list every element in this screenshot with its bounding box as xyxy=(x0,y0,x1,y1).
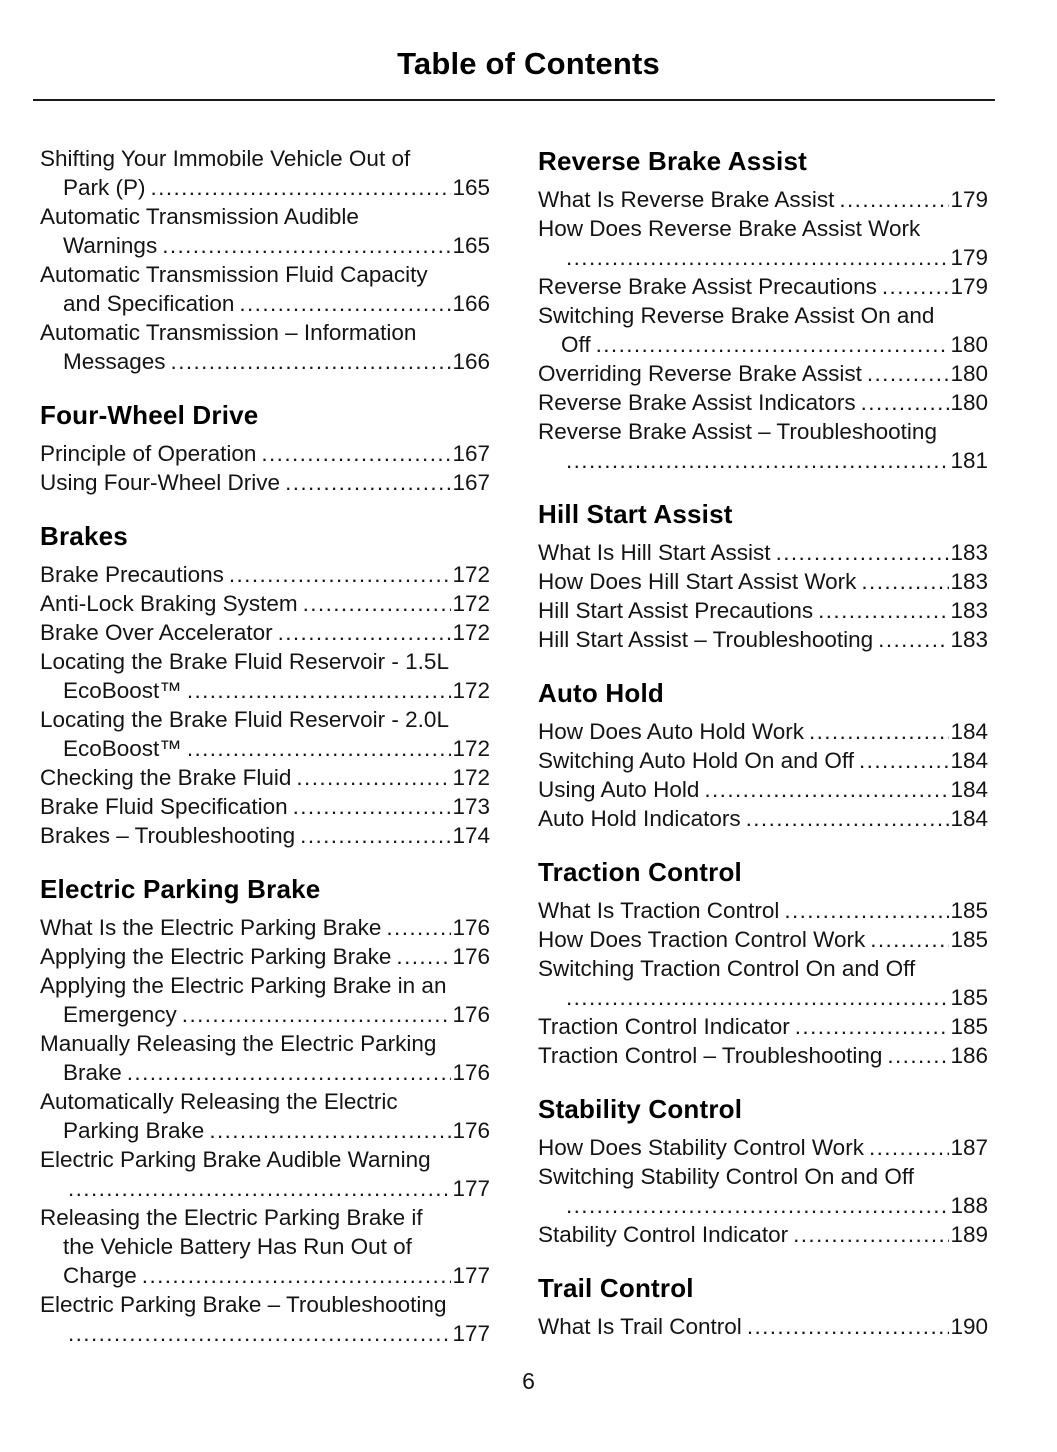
toc-entry xyxy=(40,942,490,971)
toc-entry-page-number: 165 xyxy=(452,233,490,258)
toc-entry-text: Warnings xyxy=(63,233,158,258)
toc-entry-page-number: 176 xyxy=(452,1118,490,1143)
section-heading: Traction Control xyxy=(538,857,742,887)
toc-entry xyxy=(538,925,988,954)
toc-entry-lastline xyxy=(40,1000,490,1029)
toc-entry-page-number: 174 xyxy=(452,823,490,848)
toc-entry-line: Releasing the Electric Parking Brake if xyxy=(40,1205,423,1230)
toc-entry-text: Stability Control Indicator xyxy=(538,1222,789,1247)
toc-entry xyxy=(538,1133,988,1162)
toc-entry-page-number: 172 xyxy=(452,620,490,645)
toc-entry-lastline xyxy=(40,347,490,376)
toc-entry xyxy=(40,439,490,468)
dot-leader xyxy=(68,1319,451,1348)
toc-entry xyxy=(40,1145,490,1203)
toc-entry-text: What Is Trail Control xyxy=(538,1314,742,1339)
toc-entry-page-number: 166 xyxy=(452,291,490,316)
toc-section xyxy=(40,519,490,850)
dot-leader xyxy=(162,231,451,260)
toc-entry-page-number: 183 xyxy=(950,540,988,565)
toc-entry-lastline xyxy=(40,1116,490,1145)
dot-leader xyxy=(296,763,451,792)
toc-entry xyxy=(538,596,988,625)
toc-entry-text: Checking the Brake Fluid xyxy=(40,765,292,790)
toc-entry-lastline xyxy=(538,243,988,272)
dot-leader xyxy=(839,185,949,214)
toc-entry-text: How Does Traction Control Work xyxy=(538,927,866,952)
toc-entry-lastline xyxy=(40,913,490,942)
toc-section xyxy=(538,855,988,1070)
toc-section xyxy=(538,497,988,654)
toc-entry-text: Traction Control Indicator xyxy=(538,1014,790,1039)
toc-entry-page-number: 179 xyxy=(950,245,988,270)
toc-entry xyxy=(40,705,490,763)
toc-entry-page-number: 179 xyxy=(950,187,988,212)
toc-entry-line: Switching Traction Control On and Off xyxy=(538,956,916,981)
toc-entry-page-number: 188 xyxy=(950,1193,988,1218)
toc-entry xyxy=(538,417,988,475)
section-heading: Hill Start Assist xyxy=(538,499,733,529)
toc-entry-page-number: 183 xyxy=(950,569,988,594)
toc-entry-text: Brake Precautions xyxy=(40,562,224,587)
toc-entry-lastline xyxy=(538,596,988,625)
dot-leader xyxy=(795,1012,950,1041)
toc-entry-line: Locating the Brake Fluid Reservoir - 1.5L xyxy=(40,649,449,674)
toc-entry-page-number: 189 xyxy=(950,1222,988,1247)
dot-leader xyxy=(566,983,949,1012)
toc-entry-text: Hill Start Assist – Troubleshooting xyxy=(538,627,874,652)
dot-leader xyxy=(861,388,950,417)
toc-entry-page-number: 185 xyxy=(950,898,988,923)
toc-entry xyxy=(40,1290,490,1348)
toc-entry-page-number: 184 xyxy=(950,748,988,773)
toc-entry-lastline xyxy=(40,734,490,763)
toc-entry-lastline xyxy=(538,185,988,214)
toc-section xyxy=(538,1271,988,1341)
toc-entry-lastline xyxy=(538,896,988,925)
toc-entry-text: Charge xyxy=(63,1263,137,1288)
dot-leader xyxy=(746,804,950,833)
toc-entry-text: How Does Stability Control Work xyxy=(538,1135,864,1160)
toc-entry-line: Switching Stability Control On and Off xyxy=(538,1164,915,1189)
toc-entry-text: Applying the Electric Parking Brake xyxy=(40,944,392,969)
toc-section xyxy=(538,676,988,833)
dot-leader xyxy=(887,1041,949,1070)
section-heading: Stability Control xyxy=(538,1094,743,1124)
toc-entry-page-number: 184 xyxy=(950,777,988,802)
toc-entry-line: Applying the Electric Parking Brake in an xyxy=(40,973,447,998)
toc-entry xyxy=(538,272,988,301)
dot-leader xyxy=(867,359,950,388)
dot-leader xyxy=(818,596,949,625)
toc-entry-text: What Is Traction Control xyxy=(538,898,780,923)
toc-entry-lastline xyxy=(40,1174,490,1203)
toc-entry-lastline xyxy=(538,717,988,746)
toc-entry xyxy=(40,792,490,821)
toc-entry-lastline xyxy=(538,625,988,654)
dot-leader xyxy=(209,1116,451,1145)
toc-entry-text: Auto Hold Indicators xyxy=(538,806,741,831)
dot-leader xyxy=(870,925,949,954)
toc-entry-lastline xyxy=(538,1041,988,1070)
title-divider-rule xyxy=(33,99,995,101)
toc-entry-text: Park (P) xyxy=(63,175,146,200)
toc-entry-lastline xyxy=(538,388,988,417)
toc-entry xyxy=(538,359,988,388)
toc-entry xyxy=(538,301,988,359)
toc-entry-page-number: 172 xyxy=(452,765,490,790)
dot-leader xyxy=(187,676,452,705)
toc-entry-text: Principle of Operation xyxy=(40,441,257,466)
dot-leader xyxy=(869,1133,950,1162)
toc-column-left xyxy=(40,144,490,1348)
toc-entry-line: Reverse Brake Assist – Troubleshooting xyxy=(538,419,937,444)
toc-entry xyxy=(40,1087,490,1145)
dot-leader xyxy=(878,625,949,654)
toc-entry xyxy=(538,185,988,214)
toc-entry xyxy=(538,625,988,654)
toc-entry-line: How Does Reverse Brake Assist Work xyxy=(538,216,921,241)
dot-leader xyxy=(704,775,949,804)
toc-entry-page-number: 183 xyxy=(950,598,988,623)
toc-entry xyxy=(40,468,490,497)
toc-entry-page-number: 172 xyxy=(452,591,490,616)
toc-entry-page-number: 181 xyxy=(950,448,988,473)
toc-entry-lastline xyxy=(538,925,988,954)
toc-entry-text: Using Four-Wheel Drive xyxy=(40,470,281,495)
toc-entry-page-number: 172 xyxy=(452,678,490,703)
toc-entry xyxy=(40,618,490,647)
dot-leader xyxy=(293,792,452,821)
toc-entry-lastline xyxy=(538,1133,988,1162)
toc-entry-page-number: 166 xyxy=(452,349,490,374)
toc-entry xyxy=(40,647,490,705)
dot-leader xyxy=(151,173,452,202)
toc-entry xyxy=(538,1220,988,1249)
toc-entry-line: Switching Reverse Brake Assist On and xyxy=(538,303,935,328)
toc-entry xyxy=(40,1203,490,1290)
toc-entry-page-number: 185 xyxy=(950,927,988,952)
toc-entry-lastline xyxy=(40,173,490,202)
toc-entry-text: EcoBoost™ xyxy=(63,678,182,703)
section-heading: Reverse Brake Assist xyxy=(538,146,807,176)
toc-entry-lastline xyxy=(538,804,988,833)
toc-entry-text: What Is Hill Start Assist xyxy=(538,540,771,565)
toc-entry-lastline xyxy=(538,272,988,301)
toc-entry-page-number: 177 xyxy=(452,1321,490,1346)
dot-leader xyxy=(300,821,451,850)
toc-entry-text: Brake Over Accelerator xyxy=(40,620,273,645)
toc-entry xyxy=(538,1162,988,1220)
toc-section xyxy=(40,144,490,376)
dot-leader xyxy=(127,1058,452,1087)
toc-entry-line: Electric Parking Brake Audible Warning xyxy=(40,1147,431,1172)
toc-entry xyxy=(538,804,988,833)
toc-entry-lastline xyxy=(538,1220,988,1249)
toc-entry-text: How Does Auto Hold Work xyxy=(538,719,804,744)
dot-leader xyxy=(239,289,451,318)
toc-entry-lastline xyxy=(40,1058,490,1087)
toc-entry-lastline xyxy=(538,775,988,804)
toc-entry-text: Using Auto Hold xyxy=(538,777,700,802)
dot-leader xyxy=(859,746,949,775)
dot-leader xyxy=(285,468,451,497)
page-number: 6 xyxy=(522,1368,535,1394)
toc-entry-lastline xyxy=(40,1261,490,1290)
toc-entry-text: Off xyxy=(561,332,591,357)
toc-entry-lastline xyxy=(538,746,988,775)
toc-entry xyxy=(538,1012,988,1041)
toc-entry-page-number: 187 xyxy=(950,1135,988,1160)
toc-entry-page-number: 184 xyxy=(950,719,988,744)
toc-entry xyxy=(538,954,988,1012)
toc-entry-line: Automatic Transmission Fluid Capacity xyxy=(40,262,428,287)
toc-entry xyxy=(40,763,490,792)
toc-entry-lastline xyxy=(538,359,988,388)
toc-entry xyxy=(538,1041,988,1070)
dot-leader xyxy=(793,1220,949,1249)
toc-section xyxy=(40,872,490,1348)
toc-entry xyxy=(40,144,490,202)
toc-entry-text: Reverse Brake Assist Precautions xyxy=(538,274,877,299)
toc-entry-line: Automatic Transmission Audible xyxy=(40,204,359,229)
toc-entry-page-number: 179 xyxy=(950,274,988,299)
section-heading: Trail Control xyxy=(538,1273,694,1303)
toc-entry xyxy=(538,896,988,925)
toc-entry-text: Parking Brake xyxy=(63,1118,205,1143)
toc-entry-page-number: 176 xyxy=(452,1002,490,1027)
toc-entry xyxy=(40,260,490,318)
section-heading: Brakes xyxy=(40,521,128,551)
toc-entry-page-number: 190 xyxy=(950,1314,988,1339)
toc-entry-line: Automatic Transmission – Information xyxy=(40,320,417,345)
toc-entry-page-number: 167 xyxy=(452,470,490,495)
toc-entry-text: Messages xyxy=(63,349,166,374)
toc-entry-page-number: 186 xyxy=(950,1043,988,1068)
toc-entry xyxy=(40,821,490,850)
dot-leader xyxy=(303,589,452,618)
toc-entry xyxy=(538,214,988,272)
section-heading: Four-Wheel Drive xyxy=(40,400,259,430)
dot-leader xyxy=(809,717,950,746)
dot-leader xyxy=(182,1000,452,1029)
toc-entry xyxy=(40,913,490,942)
toc-entry-text: Anti-Lock Braking System xyxy=(40,591,298,616)
toc-entry xyxy=(40,318,490,376)
page-title: Table of Contents xyxy=(397,46,660,81)
toc-entry-page-number: 183 xyxy=(950,627,988,652)
toc-entry-page-number: 167 xyxy=(452,441,490,466)
dot-leader xyxy=(278,618,452,647)
toc-entry-lastline xyxy=(40,439,490,468)
toc-entry-lastline xyxy=(538,446,988,475)
toc-entry-line: Shifting Your Immobile Vehicle Out of xyxy=(40,146,411,171)
toc-entry-lastline xyxy=(40,942,490,971)
toc-entry-text: and Specification xyxy=(63,291,235,316)
toc-entry-line: Locating the Brake Fluid Reservoir - 2.0L xyxy=(40,707,449,732)
toc-entry-lastline xyxy=(40,289,490,318)
toc-entry xyxy=(538,717,988,746)
toc-entry-text: What Is the Electric Parking Brake xyxy=(40,915,382,940)
toc-entry xyxy=(538,538,988,567)
toc-entry xyxy=(40,971,490,1029)
toc-entry-page-number: 176 xyxy=(452,915,490,940)
toc-entry-lastline xyxy=(40,821,490,850)
toc-section xyxy=(538,1092,988,1249)
toc-entry-page-number: 172 xyxy=(452,736,490,761)
toc-entry-lastline xyxy=(538,1012,988,1041)
dot-leader xyxy=(776,538,950,567)
toc-entry-lastline xyxy=(40,763,490,792)
toc-entry-text: Brake xyxy=(63,1060,122,1085)
toc-entry-text: Overriding Reverse Brake Assist xyxy=(538,361,862,386)
toc-section xyxy=(538,144,988,475)
toc-entry-lastline xyxy=(40,560,490,589)
toc-entry-lastline xyxy=(40,468,490,497)
dot-leader xyxy=(747,1312,950,1341)
toc-entry-text: Emergency xyxy=(63,1002,177,1027)
toc-section xyxy=(40,398,490,497)
toc-entry-page-number: 173 xyxy=(452,794,490,819)
toc-entry xyxy=(538,775,988,804)
toc-entry xyxy=(40,1029,490,1087)
dot-leader xyxy=(386,913,451,942)
toc-entry-text: Brake Fluid Specification xyxy=(40,794,288,819)
toc-entry-page-number: 172 xyxy=(452,562,490,587)
toc-entry xyxy=(538,388,988,417)
toc-entry xyxy=(538,1312,988,1341)
toc-entry-line: the Vehicle Battery Has Run Out of xyxy=(63,1234,412,1259)
section-heading: Auto Hold xyxy=(538,678,664,708)
toc-entry-lastline xyxy=(40,231,490,260)
dot-leader xyxy=(171,347,452,376)
toc-entry-line: Manually Releasing the Electric Parking xyxy=(40,1031,437,1056)
dot-leader xyxy=(68,1174,451,1203)
toc-entry-text: What Is Reverse Brake Assist xyxy=(538,187,835,212)
toc-entry-text: Hill Start Assist Precautions xyxy=(538,598,814,623)
toc-entry-page-number: 176 xyxy=(452,944,490,969)
toc-entry-lastline xyxy=(538,983,988,1012)
toc-entry-lastline xyxy=(538,567,988,596)
toc-entry-lastline xyxy=(40,589,490,618)
dot-leader xyxy=(784,896,949,925)
toc-entry-lastline xyxy=(538,1312,988,1341)
dot-leader xyxy=(229,560,452,589)
toc-entry-line: Electric Parking Brake – Troubleshooting xyxy=(40,1292,447,1317)
toc-entry-text: Switching Auto Hold On and Off xyxy=(538,748,855,773)
dot-leader xyxy=(142,1261,452,1290)
dot-leader xyxy=(261,439,451,468)
dot-leader xyxy=(861,567,949,596)
dot-leader xyxy=(566,243,949,272)
toc-entry-text: Reverse Brake Assist Indicators xyxy=(538,390,856,415)
toc-entry-lastline xyxy=(40,792,490,821)
toc-entry-page-number: 180 xyxy=(950,390,988,415)
toc-entry-text: Brakes – Troubleshooting xyxy=(40,823,296,848)
toc-column-right xyxy=(538,144,988,1348)
dot-leader xyxy=(566,1191,949,1220)
dot-leader xyxy=(882,272,950,301)
toc-entry-lastline xyxy=(538,1191,988,1220)
toc-entry-page-number: 185 xyxy=(950,985,988,1010)
toc-entry-page-number: 180 xyxy=(950,332,988,357)
toc-entry-lastline xyxy=(40,618,490,647)
toc-entry xyxy=(40,589,490,618)
toc-entry-text: How Does Hill Start Assist Work xyxy=(538,569,857,594)
toc-entry xyxy=(538,567,988,596)
toc-entry-lastline xyxy=(538,330,988,359)
toc-entry-lastline xyxy=(538,538,988,567)
toc-entry-page-number: 184 xyxy=(950,806,988,831)
toc-entry-page-number: 185 xyxy=(950,1014,988,1039)
toc-entry xyxy=(40,560,490,589)
toc-entry-page-number: 180 xyxy=(950,361,988,386)
toc-entry-page-number: 177 xyxy=(452,1176,490,1201)
toc-body xyxy=(40,144,988,1348)
toc-entry-page-number: 176 xyxy=(452,1060,490,1085)
toc-entry-line: Automatically Releasing the Electric xyxy=(40,1089,398,1114)
toc-entry-text: Traction Control – Troubleshooting xyxy=(538,1043,883,1068)
dot-leader xyxy=(596,330,950,359)
dot-leader xyxy=(187,734,452,763)
dot-leader xyxy=(396,942,451,971)
toc-entry-page-number: 165 xyxy=(452,175,490,200)
dot-leader xyxy=(566,446,949,475)
toc-entry xyxy=(40,202,490,260)
toc-entry xyxy=(538,746,988,775)
toc-entry-text: EcoBoost™ xyxy=(63,736,182,761)
toc-entry-page-number: 177 xyxy=(452,1263,490,1288)
toc-entry-lastline xyxy=(40,676,490,705)
toc-entry-lastline xyxy=(40,1319,490,1348)
section-heading: Electric Parking Brake xyxy=(40,874,321,904)
